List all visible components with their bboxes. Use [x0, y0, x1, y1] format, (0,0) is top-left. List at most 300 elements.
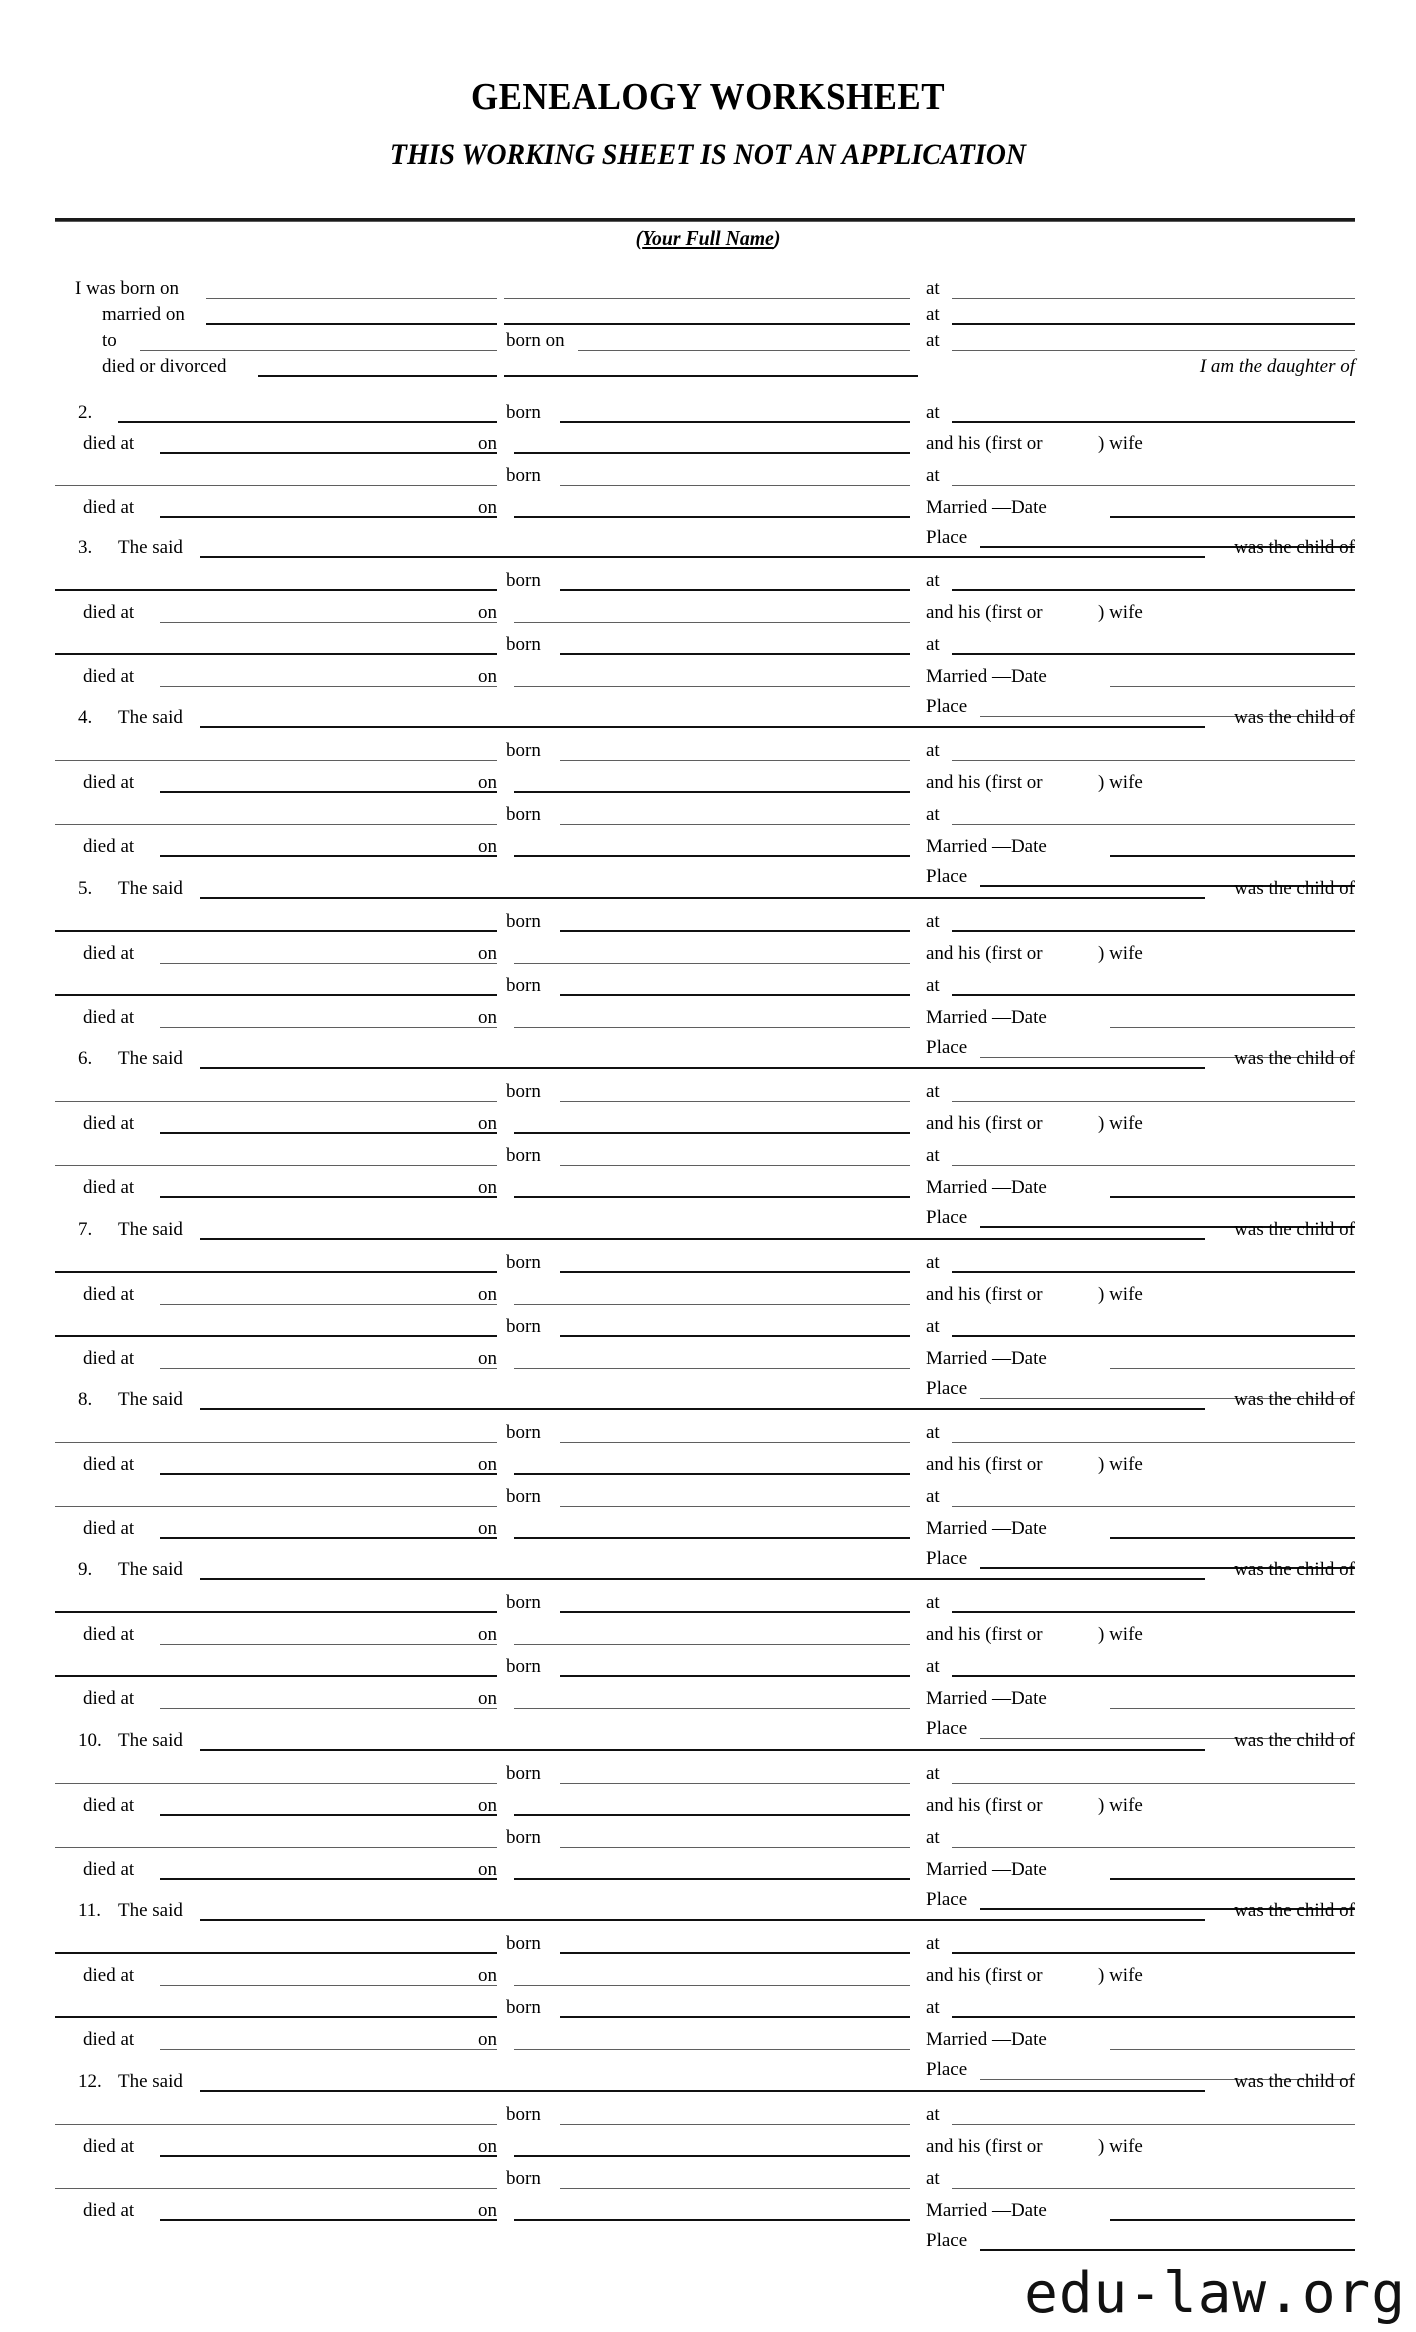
label-on: on — [478, 1795, 497, 1816]
form-row — [0, 535, 1416, 561]
father-birth-place-line[interactable] — [952, 930, 1355, 932]
label-was-the-child-of: was the child of — [1234, 1900, 1355, 1921]
label-was-the-child-of: was the child of — [1234, 1389, 1355, 1410]
label-born: born — [506, 634, 541, 655]
ancestor-name-line[interactable] — [200, 1408, 1205, 1410]
marriage-date-line[interactable] — [1110, 1196, 1355, 1198]
father-birth-date-line[interactable] — [560, 2124, 910, 2125]
mother-death-place-line[interactable] — [160, 2219, 497, 2221]
marriage-date-line[interactable] — [1110, 2049, 1355, 2050]
block-number: 9. — [78, 1559, 93, 1580]
father-birth-date-line[interactable] — [560, 1271, 910, 1273]
label-at: at — [926, 1592, 940, 1613]
father-death-date-line[interactable] — [514, 1132, 910, 1134]
form-row — [0, 1516, 1416, 1542]
marriage-date-line[interactable] — [1110, 686, 1355, 687]
label-on: on — [478, 1454, 497, 1475]
label-died-at: died at — [83, 772, 135, 793]
father-death-date-line[interactable] — [514, 2155, 910, 2157]
mother-birth-date-line[interactable] — [560, 994, 910, 996]
label-was-the-child-of: was the child of — [1234, 1730, 1355, 1751]
form-row — [0, 1857, 1416, 1883]
label-married-date: Married —Date — [926, 1688, 1047, 1709]
label-born: born — [506, 740, 541, 761]
site-watermark: edu-law.org — [1024, 2261, 1406, 2326]
father-name-line[interactable] — [55, 1442, 497, 1443]
label-at: at — [926, 570, 940, 591]
label-died-at: died at — [83, 1348, 135, 1369]
father-birth-date-line[interactable] — [560, 930, 910, 932]
label-died-at: died at — [83, 1518, 135, 1539]
form-row — [0, 1686, 1416, 1712]
page-subtitle: THIS WORKING SHEET IS NOT AN APPLICATION — [389, 138, 1027, 171]
form-row — [0, 600, 1416, 626]
father-death-date-line[interactable] — [514, 791, 910, 793]
label-at: at — [926, 1316, 940, 1337]
label-at: at — [926, 402, 940, 423]
label-and-his-first-or: and his (first or — [926, 1454, 1043, 1475]
mother-birth-place-line[interactable] — [952, 2188, 1355, 2189]
label-was-the-child-of: was the child of — [1234, 1219, 1355, 1240]
father-birth-place-line[interactable] — [952, 1952, 1355, 1954]
father-birth-date-line[interactable] — [560, 760, 910, 761]
form-row — [0, 2134, 1416, 2160]
block-number: 10. — [78, 1730, 102, 1751]
intro-death-divorce-extra-line[interactable] — [504, 375, 918, 377]
label-died-at: died at — [83, 1113, 135, 1134]
label-born: born — [506, 465, 541, 486]
form-row — [0, 1484, 1416, 1510]
father-birth-date-line[interactable] — [560, 589, 910, 591]
father-birth-place-line[interactable] — [952, 1611, 1355, 1613]
label-born: born — [506, 2104, 541, 2125]
label-born: born — [506, 2168, 541, 2189]
marriage-place-line[interactable] — [980, 2249, 1355, 2251]
mother-death-place-line[interactable] — [160, 1027, 497, 1028]
mother-death-place-line[interactable] — [160, 1368, 497, 1369]
label-at: at — [926, 330, 940, 351]
mother-death-place-line[interactable] — [160, 1878, 497, 1880]
father-death-place-line[interactable] — [160, 1814, 497, 1816]
form-row — [0, 1452, 1416, 1478]
label-the-said: The said — [118, 1219, 183, 1240]
mother-birth-date-line[interactable] — [560, 485, 910, 486]
form-row — [0, 568, 1416, 594]
father-name-line[interactable] — [55, 1783, 497, 1784]
label-at: at — [926, 1933, 940, 1954]
label-place: Place — [926, 1718, 968, 1739]
mother-death-date-line[interactable] — [514, 1878, 910, 1880]
ancestor-name-line[interactable] — [200, 1578, 1205, 1580]
ancestor-name-line[interactable] — [200, 726, 1205, 728]
father-birth-date-line[interactable] — [560, 1101, 910, 1102]
form-row — [0, 354, 1416, 380]
mother-birth-place-line[interactable] — [952, 653, 1355, 655]
mother-name-line[interactable] — [55, 1335, 497, 1337]
marriage-date-line[interactable] — [1110, 1368, 1355, 1369]
label-and-his-first-or: and his (first or — [926, 943, 1043, 964]
label-born: born — [506, 975, 541, 996]
label-and-his-first-or: and his (first or — [926, 1965, 1043, 1986]
form-row — [0, 1963, 1416, 1989]
mother-death-date-line[interactable] — [514, 2049, 910, 2050]
father-birth-place-line[interactable] — [952, 2124, 1355, 2125]
father-death-place-line[interactable] — [160, 791, 497, 793]
father-name-line[interactable] — [55, 1271, 497, 1273]
father-birth-date-line[interactable] — [560, 1442, 910, 1443]
intro-spouse-line[interactable] — [140, 350, 497, 351]
label-and-his-first-or: and his (first or — [926, 433, 1043, 454]
label-the-said: The said — [118, 1559, 183, 1580]
label-on: on — [478, 1284, 497, 1305]
father-death-place-line[interactable] — [160, 452, 497, 454]
label-died-at: died at — [83, 1688, 135, 1709]
mother-name-line[interactable] — [55, 2188, 497, 2189]
label-married-on: married on — [102, 304, 185, 325]
marriage-date-line[interactable] — [1110, 1027, 1355, 1028]
form-row — [0, 495, 1416, 521]
mother-death-place-line[interactable] — [160, 1708, 497, 1709]
mother-death-place-line[interactable] — [160, 516, 497, 518]
mother-death-date-line[interactable] — [514, 1537, 910, 1539]
label-was-the-child-of: was the child of — [1234, 878, 1355, 899]
form-row — [0, 2228, 1416, 2254]
mother-birth-place-line[interactable] — [952, 1165, 1355, 1166]
mother-birth-date-line[interactable] — [560, 653, 910, 655]
label-born: born — [506, 402, 541, 423]
mother-birth-date-line[interactable] — [560, 2016, 910, 2018]
label-on: on — [478, 2200, 497, 2221]
label-wife-close: ) wife — [1098, 433, 1143, 454]
father-birth-date-line[interactable] — [560, 1611, 910, 1613]
father-birth-date-line[interactable] — [560, 1783, 910, 1784]
mother-name-line[interactable] — [55, 994, 497, 996]
label-at: at — [926, 911, 940, 932]
label-i-was-born-on: I was born on — [75, 278, 179, 299]
form-row — [0, 941, 1416, 967]
label-on: on — [478, 602, 497, 623]
label-place: Place — [926, 1889, 968, 1910]
father-death-date-line[interactable] — [514, 452, 910, 454]
form-row — [0, 1557, 1416, 1583]
form-row — [0, 1346, 1416, 1372]
father-name-line[interactable] — [55, 1952, 497, 1954]
label-place: Place — [926, 1378, 968, 1399]
ancestor-name-line[interactable] — [200, 2090, 1205, 2092]
father-birth-place-line[interactable] — [952, 421, 1355, 423]
label-on: on — [478, 836, 497, 857]
father-death-date-line[interactable] — [514, 622, 910, 623]
label-the-said: The said — [118, 1389, 183, 1410]
label-the-said: The said — [118, 1730, 183, 1751]
father-name-line[interactable] — [55, 930, 497, 932]
father-death-place-line[interactable] — [160, 1985, 497, 1986]
label-wife-close: ) wife — [1098, 1624, 1143, 1645]
father-death-date-line[interactable] — [514, 1304, 910, 1305]
father-birth-date-line[interactable] — [560, 421, 910, 423]
label-married-date: Married —Date — [926, 1859, 1047, 1880]
label-was-the-child-of: was the child of — [1234, 1559, 1355, 1580]
mother-death-date-line[interactable] — [514, 1196, 910, 1198]
label-and-his-first-or: and his (first or — [926, 1624, 1043, 1645]
label-the-said: The said — [118, 707, 183, 728]
father-death-place-line[interactable] — [160, 963, 497, 964]
mother-birth-date-line[interactable] — [560, 1675, 910, 1677]
label-wife-close: ) wife — [1098, 602, 1143, 623]
father-death-place-line[interactable] — [160, 1304, 497, 1305]
father-name-line[interactable] — [55, 1611, 497, 1613]
label-and-his-first-or: and his (first or — [926, 602, 1043, 623]
label-place: Place — [926, 1548, 968, 1569]
marriage-date-line[interactable] — [1110, 516, 1355, 518]
full-name-paren-close: ) — [773, 226, 781, 250]
intro-birth-date-line[interactable] — [206, 298, 497, 299]
label-on: on — [478, 2029, 497, 2050]
father-death-date-line[interactable] — [514, 1473, 910, 1475]
label-place: Place — [926, 696, 968, 717]
label-and-his-first-or: and his (first or — [926, 1795, 1043, 1816]
label-at: at — [926, 1422, 940, 1443]
label-on: on — [478, 1348, 497, 1369]
label-born: born — [506, 1081, 541, 1102]
mother-death-date-line[interactable] — [514, 516, 910, 518]
label-died-at: died at — [83, 666, 135, 687]
note-i-am-the-daughter-of: I am the daughter of — [1199, 356, 1355, 377]
mother-birth-place-line[interactable] — [952, 994, 1355, 996]
form-row — [0, 1079, 1416, 1105]
label-on: on — [478, 943, 497, 964]
mother-death-date-line[interactable] — [514, 1368, 910, 1369]
form-row — [0, 1314, 1416, 1340]
intro-death-divorce-line[interactable] — [258, 375, 497, 377]
marriage-date-line[interactable] — [1110, 855, 1355, 857]
father-death-place-line[interactable] — [160, 622, 497, 623]
mother-death-place-line[interactable] — [160, 1537, 497, 1539]
ancestor-name-line[interactable] — [200, 1067, 1205, 1069]
mother-birth-place-line[interactable] — [952, 824, 1355, 825]
father-death-date-line[interactable] — [514, 963, 910, 964]
father-death-place-line[interactable] — [160, 1132, 497, 1134]
mother-death-place-line[interactable] — [160, 855, 497, 857]
label-on: on — [478, 1518, 497, 1539]
form-row — [0, 1761, 1416, 1787]
mother-birth-date-line[interactable] — [560, 824, 910, 825]
form-row — [0, 431, 1416, 457]
label-married-date: Married —Date — [926, 1007, 1047, 1028]
ancestor-name-line[interactable] — [200, 556, 1205, 558]
form-row — [0, 802, 1416, 828]
label-died-at: died at — [83, 1007, 135, 1028]
father-name-line[interactable] — [55, 760, 497, 761]
mother-death-place-line[interactable] — [160, 686, 497, 687]
label-place: Place — [926, 527, 968, 548]
mother-name-line[interactable] — [55, 1506, 497, 1507]
father-birth-place-line[interactable] — [952, 1783, 1355, 1784]
label-and-his-first-or: and his (first or — [926, 2136, 1043, 2157]
mother-name-line[interactable] — [55, 1675, 497, 1677]
label-died-at: died at — [83, 1795, 135, 1816]
mother-birth-place-line[interactable] — [952, 485, 1355, 486]
label-place: Place — [926, 2059, 968, 2080]
father-birth-place-line[interactable] — [952, 589, 1355, 591]
father-name-line[interactable] — [55, 589, 497, 591]
marriage-date-line[interactable] — [1110, 1537, 1355, 1539]
mother-name-line[interactable] — [55, 1847, 497, 1848]
mother-birth-place-line[interactable] — [952, 1847, 1355, 1848]
form-row — [0, 1005, 1416, 1031]
block-number: 6. — [78, 1048, 93, 1069]
father-birth-place-line[interactable] — [952, 1442, 1355, 1443]
label-died-at: died at — [83, 1454, 135, 1475]
label-died-at: died at — [83, 497, 135, 518]
label-and-his-first-or: and his (first or — [926, 772, 1043, 793]
form-row — [0, 302, 1416, 328]
father-birth-place-line[interactable] — [952, 1101, 1355, 1102]
form-row — [0, 909, 1416, 935]
label-born: born — [506, 1827, 541, 1848]
marriage-date-line[interactable] — [1110, 1708, 1355, 1709]
mother-name-line[interactable] — [55, 653, 497, 655]
father-death-date-line[interactable] — [514, 1644, 910, 1645]
form-row — [0, 1420, 1416, 1446]
mother-birth-date-line[interactable] — [560, 1506, 910, 1507]
mother-birth-place-line[interactable] — [952, 1675, 1355, 1677]
label-on: on — [478, 1007, 497, 1028]
mother-birth-date-line[interactable] — [560, 1335, 910, 1337]
label-place: Place — [926, 1037, 968, 1058]
label-was-the-child-of: was the child of — [1234, 707, 1355, 728]
full-name-caption-text: Your Full Name — [642, 226, 774, 250]
father-birth-place-line[interactable] — [952, 1271, 1355, 1273]
label-at: at — [926, 1997, 940, 2018]
label-married-date: Married —Date — [926, 497, 1047, 518]
mother-death-date-line[interactable] — [514, 1027, 910, 1028]
block-number: 11. — [78, 1900, 102, 1921]
father-name-line[interactable] — [118, 421, 497, 423]
father-death-place-line[interactable] — [160, 2155, 497, 2157]
full-name-paren-open: ( — [635, 226, 643, 250]
label-died-at: died at — [83, 2200, 135, 2221]
marriage-date-line[interactable] — [1110, 2219, 1355, 2221]
label-at: at — [926, 1486, 940, 1507]
label-on: on — [478, 1859, 497, 1880]
ancestor-name-line[interactable] — [200, 1238, 1205, 1240]
label-born: born — [506, 1997, 541, 2018]
mother-death-place-line[interactable] — [160, 2049, 497, 2050]
mother-birth-date-line[interactable] — [560, 2188, 910, 2189]
intro-birth-extra-line[interactable] — [504, 298, 910, 299]
label-on: on — [478, 1177, 497, 1198]
label-wife-close: ) wife — [1098, 943, 1143, 964]
label-at: at — [926, 1252, 940, 1273]
mother-name-line[interactable] — [55, 2016, 497, 2018]
label-born: born — [506, 1592, 541, 1613]
label-wife-close: ) wife — [1098, 2136, 1143, 2157]
form-row — [0, 1931, 1416, 1957]
label-at: at — [926, 2104, 940, 2125]
label-on: on — [478, 1688, 497, 1709]
ancestor-name-line[interactable] — [200, 1749, 1205, 1751]
mother-birth-date-line[interactable] — [560, 1165, 910, 1166]
ancestor-name-line[interactable] — [200, 1919, 1205, 1921]
intro-marriage-place-line[interactable] — [952, 323, 1355, 325]
label-wife-close: ) wife — [1098, 772, 1143, 793]
form-row — [0, 973, 1416, 999]
intro-spouse-birth-line[interactable] — [578, 350, 910, 351]
label-at: at — [926, 804, 940, 825]
form-row — [0, 1217, 1416, 1243]
mother-death-date-line[interactable] — [514, 2219, 910, 2221]
block-number: 12. — [78, 2071, 102, 2092]
label-married-date: Married —Date — [926, 1348, 1047, 1369]
form-row — [0, 2166, 1416, 2192]
label-wife-close: ) wife — [1098, 1965, 1143, 1986]
block-number: 8. — [78, 1389, 93, 1410]
label-on: on — [478, 666, 497, 687]
label-died-at: died at — [83, 1965, 135, 1986]
mother-death-place-line[interactable] — [160, 1196, 497, 1198]
label-to: to — [102, 330, 117, 351]
father-death-date-line[interactable] — [514, 1985, 910, 1986]
father-death-place-line[interactable] — [160, 1473, 497, 1475]
mother-name-line[interactable] — [55, 485, 497, 486]
block-number: 2. — [78, 402, 93, 423]
label-on: on — [478, 1624, 497, 1645]
mother-birth-date-line[interactable] — [560, 1847, 910, 1848]
intro-spouse-birth-place-line[interactable] — [952, 350, 1355, 351]
mother-birth-place-line[interactable] — [952, 1506, 1355, 1507]
mother-birth-place-line[interactable] — [952, 2016, 1355, 2018]
form-row — [0, 876, 1416, 902]
mother-death-date-line[interactable] — [514, 686, 910, 687]
father-death-place-line[interactable] — [160, 1644, 497, 1645]
father-birth-place-line[interactable] — [952, 760, 1355, 761]
mother-name-line[interactable] — [55, 1165, 497, 1166]
mother-death-date-line[interactable] — [514, 855, 910, 857]
intro-marriage-extra-line[interactable] — [504, 323, 910, 325]
label-married-date: Married —Date — [926, 2200, 1047, 2221]
form-row — [0, 2069, 1416, 2095]
father-name-line[interactable] — [55, 1101, 497, 1102]
marriage-date-line[interactable] — [1110, 1878, 1355, 1880]
label-wife-close: ) wife — [1098, 1113, 1143, 1134]
intro-marriage-date-line[interactable] — [206, 323, 497, 325]
form-row — [0, 1387, 1416, 1413]
label-place: Place — [926, 866, 968, 887]
father-death-date-line[interactable] — [514, 1814, 910, 1816]
mother-birth-place-line[interactable] — [952, 1335, 1355, 1337]
mother-name-line[interactable] — [55, 824, 497, 825]
label-the-said: The said — [118, 1048, 183, 1069]
block-number: 3. — [78, 537, 93, 558]
father-name-line[interactable] — [55, 2124, 497, 2125]
label-was-the-child-of: was the child of — [1234, 1048, 1355, 1069]
mother-death-date-line[interactable] — [514, 1708, 910, 1709]
ancestor-name-line[interactable] — [200, 897, 1205, 899]
father-birth-date-line[interactable] — [560, 1952, 910, 1954]
label-wife-close: ) wife — [1098, 1284, 1143, 1305]
label-married-date: Married —Date — [926, 2029, 1047, 2050]
block-number: 5. — [78, 878, 93, 899]
form-row — [0, 770, 1416, 796]
label-died-at: died at — [83, 1624, 135, 1645]
full-name-caption — [42, 226, 1373, 251]
page-title: GENEALOGY WORKSHEET — [470, 76, 946, 118]
intro-birth-place-line[interactable] — [952, 298, 1355, 299]
form-row — [0, 1995, 1416, 2021]
label-born: born — [506, 1656, 541, 1677]
label-born: born — [506, 1486, 541, 1507]
